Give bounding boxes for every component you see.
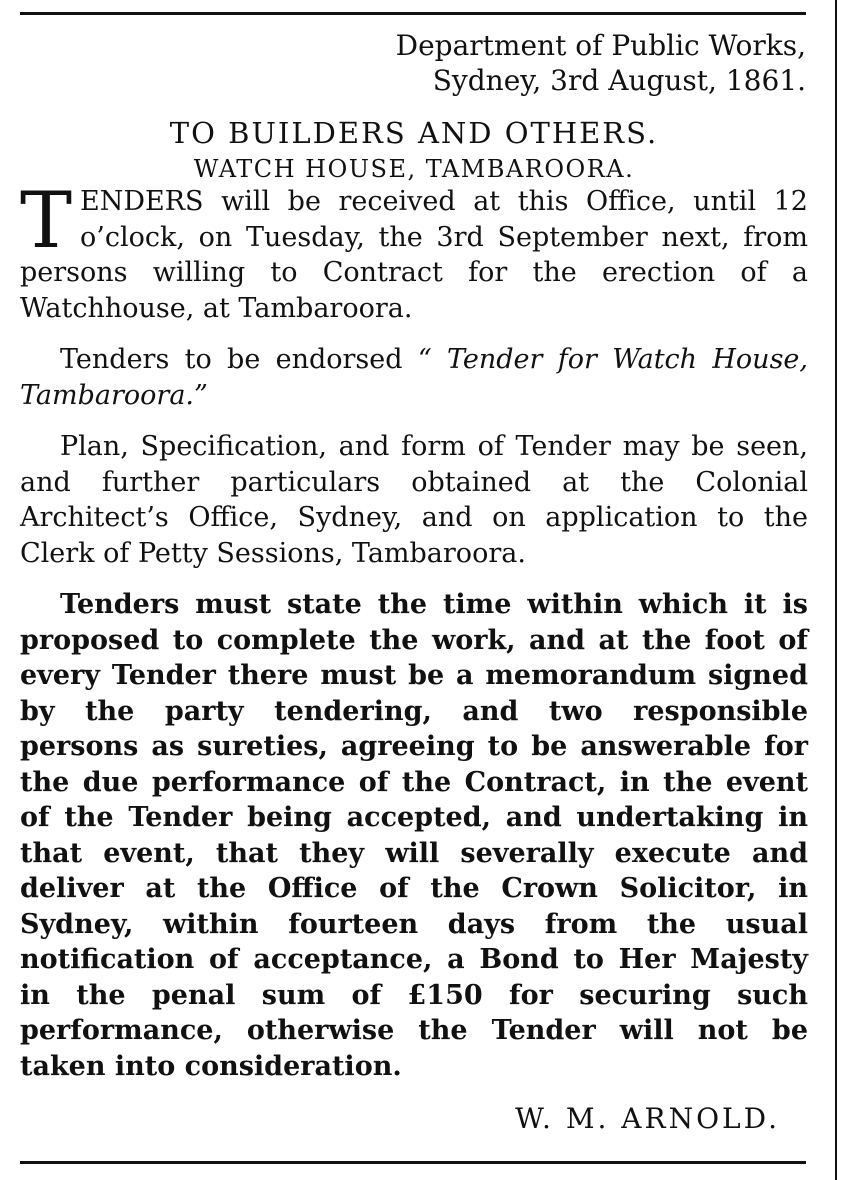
- dateline-department: Department of Public Works,: [395, 29, 806, 62]
- paragraph-tenders-received-text: ENDERS will be received at this Office, until 12 o’clock, on Tuesday, the 3rd September next, from persons willing to Contract for the erection of a Watchhouse, at Tambaroora.: [20, 186, 808, 324]
- tender-advertisement: [20, 28, 808, 1135]
- dateline-place-date: Sydney, 3rd August, 1861.: [432, 64, 806, 97]
- endorsement-quote: “ Tender for Watch House, Tambaroora.”: [20, 344, 808, 411]
- paragraph-plan-specification: Plan, Specification, and form of Tender may be seen, and further particulars obtained at the Colonial Architect’s Office, Sydney, and on application to the Clerk of Petty Sessions, Tambaroora.: [20, 431, 808, 569]
- paragraph-endorsement: [20, 342, 808, 413]
- signature: W. M. ARNOLD.: [515, 1102, 780, 1135]
- advert-heading: TO BUILDERS AND OTHERS.: [169, 116, 659, 150]
- column-rule: [835, 0, 837, 1180]
- endorsement-lead: Tenders to be endorsed: [60, 344, 418, 375]
- top-rule: [20, 12, 806, 15]
- dateline: [20, 28, 808, 98]
- paragraph-tenders-received: [20, 176, 808, 326]
- paragraph-tender-conditions: Tenders must state the time within which it is proposed to complete the work, and at the foot of every Tender there must be a memorandum signed by the party tendering, and two responsible persons as sureties, agreeing to be answerable for the due performance of the Contract, in the event of the Tender being accepted, and undertaking in that event, that they will severally execute and deliver at the Office of the Crown Solicitor, in Sydney, within fourteen days from the usual notification of acceptance, a Bond to Her Majesty in the penal sum of £150 for securing such performance, otherwise the Tender will not be taken into consideration.: [20, 589, 808, 1082]
- bottom-rule: [20, 1161, 806, 1164]
- drop-cap: T: [20, 176, 73, 266]
- advert-subheading: WATCH HOUSE, TAMBAROORA.: [193, 155, 635, 183]
